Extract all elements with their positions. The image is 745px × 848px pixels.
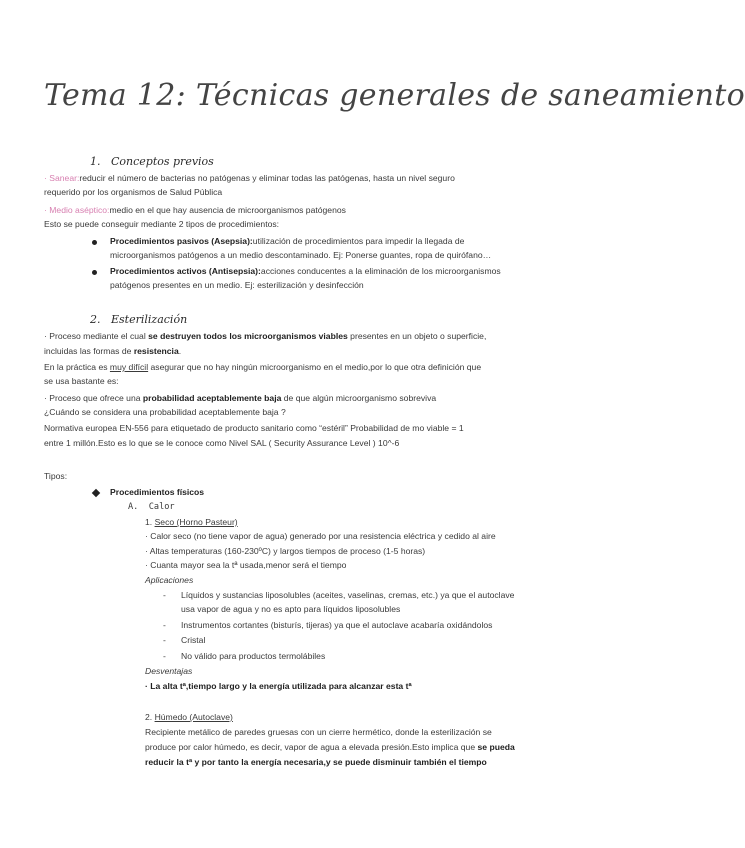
active-procedures-term: Procedimientos activos (Antisepsia): — [110, 266, 261, 276]
sterilization-key-phrase: se destruyen todos los microorganismos viables — [148, 331, 348, 341]
medio-aseptico-definition — [44, 204, 346, 217]
section-2-title: Esterilización — [111, 313, 188, 326]
active-procedures — [110, 265, 501, 278]
section-1-heading — [90, 155, 214, 168]
seco-point-1: · Calor seco (no tiene vapor de agua) generado por una resistencia eléctrica y cedido al aire — [145, 531, 496, 541]
text-run: · Proceso que ofrece una — [44, 393, 141, 403]
humedo-line-3: reducir la tª y por tanto la energía necesaria,y se puede disminuir también el tiempo — [145, 757, 487, 767]
question-line: ¿Cuándo se considera una probabilidad aceptablemente baja ? — [44, 407, 286, 417]
humedo-number: 2. — [145, 712, 153, 722]
alt-definition — [44, 392, 436, 405]
application-4: No válido para productos termolábiles — [181, 651, 326, 661]
dash-marker: - — [163, 651, 166, 661]
sterilization-def-line-1 — [44, 330, 486, 343]
norm-line-2: entre 1 millón.Esto es lo que se le conoce como Nivel SAL ( Security Assurance Level ) 10^-6 — [44, 438, 400, 448]
calor-heading — [128, 501, 175, 514]
disadvantage-1: · La alta tª,tiempo largo y la energía utilizada para alcanzar esta tª — [145, 681, 412, 691]
seco-point-3: · Cuanta mayor sea la tª usada,menor será el tiempo — [145, 560, 347, 570]
application-1: Líquidos y sustancias liposolubles (aceites, vaselinas, cremas, etc.) ya que el autoclave — [181, 590, 515, 600]
text-run: En la práctica es — [44, 362, 108, 372]
diamond-bullet-icon — [92, 489, 100, 497]
muy-dificil-underlined: muy difícil — [109, 362, 149, 372]
desventajas-label: Desventajas — [145, 666, 193, 676]
sanear-term: · Sanear: — [44, 173, 80, 183]
text-run: produce por calor húmedo, es decir, vapor de agua a elevada presión.Esto implica que — [145, 742, 476, 752]
dash-marker: - — [163, 635, 166, 645]
section-1-title: Conceptos previos — [111, 155, 214, 168]
text-run: de que algún microorganismo sobreviva — [283, 393, 437, 403]
section-2-heading — [90, 313, 187, 326]
active-procedures-text: acciones conducentes a la eliminación de los microorganismos — [260, 266, 501, 276]
se-pueda-bold: se pueda — [477, 742, 515, 752]
text-run: presentes en un objeto o superficie, — [350, 331, 487, 341]
bullet-dot — [92, 270, 97, 275]
calor-letter: A. — [128, 502, 139, 512]
section-1-number: 1. — [90, 155, 101, 168]
application-2: Instrumentos cortantes (bisturís, tijeras) ya que el autoclave acabaría oxidándolos — [181, 620, 493, 630]
text-run: . — [178, 346, 182, 356]
seco-number: 1. — [145, 517, 153, 527]
seco-heading — [145, 516, 238, 529]
humedo-line-1: Recipiente metálico de paredes gruesas con un cierre hermético, donde la esterilización se — [145, 727, 492, 737]
tipos-label: Tipos: — [44, 471, 68, 481]
section-2-number: 2. — [90, 313, 101, 326]
sanear-text: reducir el número de bacterias no patógenas y eliminar todas las patógenas, hasta un nivel seguro — [79, 173, 455, 183]
seco-title: Seco (Horno Pasteur) — [154, 517, 238, 527]
humedo-heading — [145, 711, 233, 724]
sterilization-def-line-2 — [44, 345, 181, 358]
passive-procedures-text: utilización de procedimientos para impedir la llegada de — [252, 236, 465, 246]
application-3: Cristal — [181, 635, 206, 645]
humedo-title: Húmedo (Autoclave) — [154, 712, 233, 722]
sanear-text-line-2: requerido por los organismos de Salud Pública — [44, 187, 223, 197]
bullet-dot — [92, 240, 97, 245]
humedo-line-2 — [145, 741, 515, 754]
norm-line-1: Normativa europea EN-556 para etiquetado de producto sanitario como “estéril” Probabilidad de mo viable = 1 — [44, 423, 464, 433]
page-title: Tema 12: Técnicas generales de saneamiento — [44, 78, 745, 113]
text-run: · Proceso mediante el cual — [44, 331, 146, 341]
practice-note-line-1 — [44, 361, 481, 374]
text-run: incluidas las formas de — [44, 346, 132, 356]
passive-procedures — [110, 235, 464, 248]
dash-marker: - — [163, 590, 166, 600]
passive-procedures-term: Procedimientos pasivos (Asepsia): — [110, 236, 253, 246]
passive-procedures-line-2: microorganismos patógenos a un medio descontaminado. Ej: Ponerse guantes, ropa de quirófano… — [110, 250, 492, 260]
active-procedures-line-2: patógenos presentes en un medio. Ej: esterilización y desinfección — [110, 280, 364, 290]
aplicaciones-label: Aplicaciones — [145, 575, 194, 585]
resistencia-word: resistencia — [133, 346, 179, 356]
calor-title: Calor — [148, 502, 175, 512]
medio-aseptico-text: medio en el que hay ausencia de microorganismos patógenos — [109, 205, 346, 215]
physical-procedures-heading: Procedimientos físicos — [110, 487, 205, 497]
medio-aseptico-term: · Medio aséptico: — [44, 205, 110, 215]
procedures-intro: Esto se puede conseguir mediante 2 tipos de procedimientos: — [44, 219, 280, 229]
low-probability-phrase: probabilidad aceptablemente baja — [142, 393, 282, 403]
sanear-definition — [44, 172, 455, 185]
application-1-line-2: usa vapor de agua y no es apto para líquidos liposolubles — [181, 604, 401, 614]
text-run: asegurar que no hay ningún microorganismo en el medio,por lo que otra definición que — [150, 362, 482, 372]
dash-marker: - — [163, 620, 166, 630]
seco-point-2: · Altas temperaturas (160-230ºC) y largos tiempos de proceso (1-5 horas) — [145, 546, 426, 556]
practice-note-line-2: se usa bastante es: — [44, 376, 119, 386]
